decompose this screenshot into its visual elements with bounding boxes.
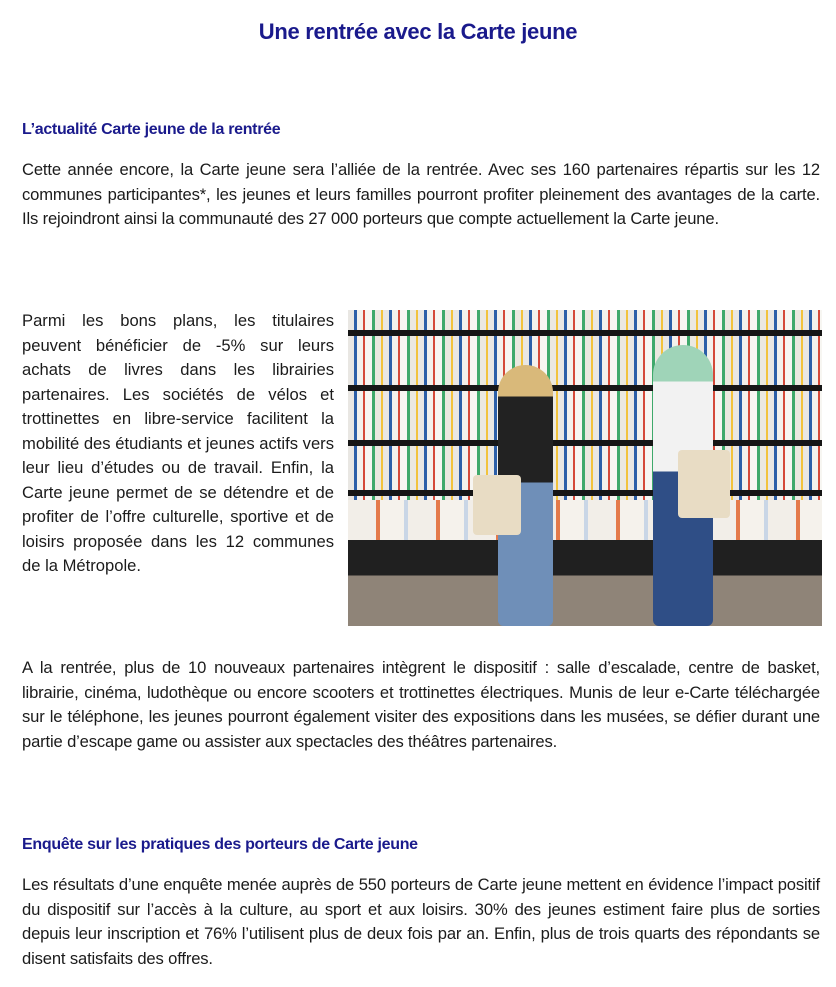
section-heading-survey: Enquête sur les pratiques des porteurs de Carte jeune [22, 836, 418, 853]
book-table [348, 500, 822, 540]
bookstore-photo [348, 310, 822, 626]
survey-paragraph: Les résultats d’une enquête menée auprès de 550 porteurs de Carte jeune mettent en évidence l’impact positif du dispositif sur l’accès à la culture, au sport et aux loisirs. 30% des jeunes estiment faire plus de sorties depuis leur inscription et 76% l’utilisent plus de deux fois par an. Enfin, plus de trois quarts des répondants se disent satisfaits des offres. [22, 875, 820, 968]
page-title: Une rentrée avec la Carte jeune [258, 19, 578, 44]
intro-paragraph: Cette année encore, la Carte jeune sera l’alliée de la rentrée. Avec ses 160 partenaires répartis sur les 12 communes participantes*, les jeunes et leurs familles pourront profiter pleinement des avantages de la carte. Ils rejoindront ainsi la communauté des 27 000 porteurs que compte actuellement la Carte jeune. [22, 160, 820, 228]
section-heading-news: L’actualité Carte jeune de la rentrée [22, 121, 281, 138]
new-partners-paragraph: A la rentrée, plus de 10 nouveaux partenaires intègrent le dispositif : salle d’escalade, centre de basket, librairie, cinéma, ludothèque ou encore scooters et trottinettes électriques. Munis de leur e-Carte téléchargée sur le téléphone, les jeunes pourront également visiter des expositions dans les musées, se défier durant une partie d’escape game ou assister aux spectacles des théâtres partenaires. [22, 658, 820, 751]
tote-bag [473, 475, 521, 535]
benefits-paragraph: Parmi les bons plans, les titulaires peuvent bénéficier de -5% sur leurs achats de livres dans les librairies partenaires. Les sociétés de vélos et trottinettes en libre-service facilitent la mobilité des étudiants et jeunes actifs vers leur lieu d’études ou de travail. Enfin, la Carte jeune permet de se détendre et de profiter de l’offre culturelle, sportive et de loisirs proposée dans les 12 communes de la Métropole. [22, 311, 334, 575]
tote-bag [678, 450, 730, 518]
